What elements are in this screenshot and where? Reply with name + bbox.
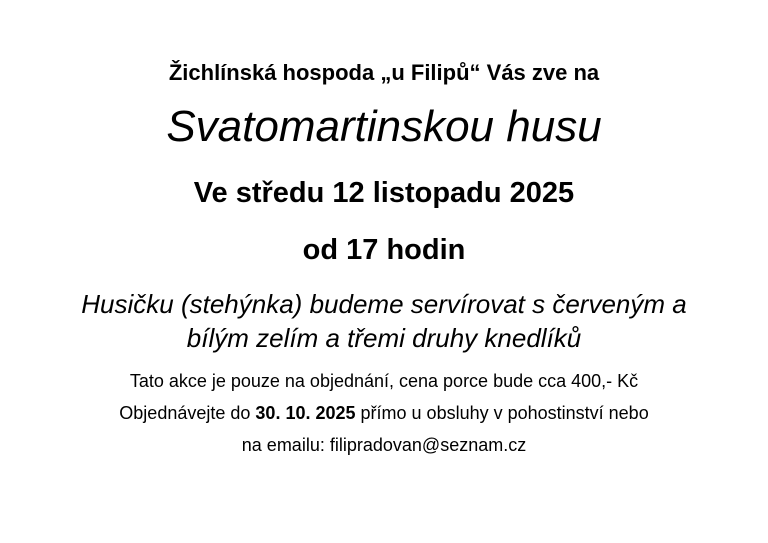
menu-description-line1: Husičku (stehýnka) budeme servírovat s červeným a [81,289,687,319]
email-address: filipradovan@seznam.cz [329,435,527,455]
menu-description-line2: bílým zelím a třemi druhy knedlíků [186,323,582,353]
deadline-suffix: přímo u obsluhy v pohostinství nebo [360,403,649,423]
event-date: Ve středu 12 listopadu 2025 [193,177,575,209]
deadline-prefix: Objednávejte do [119,403,251,423]
email-label: na emailu: [241,435,325,455]
intro-line: Žichlínská hospoda „u Filipů“ Vás zve na [168,60,600,85]
event-title: Svatomartinskou husu [166,102,602,151]
email-line [0,433,768,457]
order-note: Tato akce je pouze na objednání, cena porce bude cca 400,- Kč [129,371,639,391]
deadline-date: 30. 10. 2025 [255,403,356,423]
event-time: od 17 hodin [302,234,466,266]
menu-description [0,287,768,355]
deadline-line [0,401,768,425]
